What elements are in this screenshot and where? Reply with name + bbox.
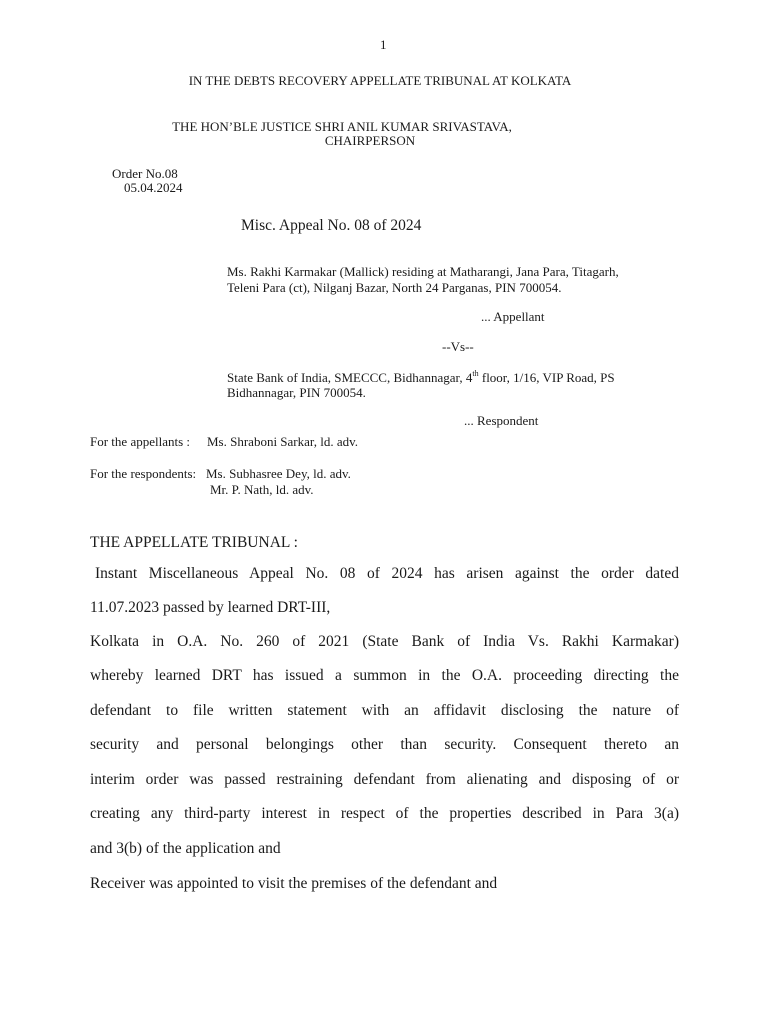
section-heading: THE APPELLATE TRIBUNAL : [90, 534, 298, 551]
order-date: 05.04.2024 [124, 180, 183, 195]
body-line: Receiver was appointed to visit the premises of the defendant and [90, 875, 498, 892]
body-line: interim order was passed restraining defendant from alienating and disposing of or [90, 771, 679, 788]
respondents-counsel-2: Mr. P. Nath, ld. adv. [210, 482, 314, 497]
page-number: 1 [380, 37, 387, 52]
body-line: creating any third-party interest in respect of the properties described in Para 3(a) [90, 805, 679, 822]
appellant-line-2: Teleni Para (ct), Nilganj Bazar, North 24 Parganas, PIN 700054. [227, 280, 562, 295]
bench-line-2: CHAIRPERSON [324, 133, 416, 148]
respondent-role: ... Respondent [464, 413, 539, 428]
appellants-counsel: Ms. Shraboni Sarkar, ld. adv. [207, 434, 359, 449]
body-line: Instant Miscellaneous Appeal No. 08 of 2024 has arisen against the order dated [95, 565, 679, 582]
body-line: Kolkata in O.A. No. 260 of 2021 (State Bank of India Vs. Rakhi Karmakar) [90, 633, 679, 650]
body-line: defendant to file written statement with an affidavit disclosing the nature of [90, 702, 679, 719]
respondent-line-2: Bidhannagar, PIN 700054. [227, 385, 366, 400]
ordinal-suffix: th [472, 369, 479, 378]
respondent-line-1a: State Bank of India, SMECCC, Bidhannagar, 4 [227, 370, 473, 385]
appellants-counsel-label: For the appellants : [90, 434, 191, 449]
body-line: security and personal belongings other than security. Consequent thereto an [90, 736, 679, 753]
tribunal-title: IN THE DEBTS RECOVERY APPELLATE TRIBUNAL AT KOLKATA [188, 73, 572, 88]
appellant-role: ... Appellant [481, 309, 545, 324]
appellant-line-1: Ms. Rakhi Karmakar (Mallick) residing at Matharangi, Jana Para, Titagarh, [227, 264, 619, 279]
order-number: Order No.08 [112, 166, 178, 181]
respondents-counsel-label: For the respondents: [90, 466, 197, 481]
versus: --Vs-- [442, 339, 474, 354]
body-line: and 3(b) of the application and [90, 840, 281, 857]
body-line: 11.07.2023 passed by learned DRT-III, [90, 599, 331, 616]
body-line: whereby learned DRT has issued a summon in the O.A. proceeding directing the [90, 667, 679, 684]
respondent-line-1 [227, 370, 615, 386]
bench-line-1: THE HON’BLE JUSTICE SHRI ANIL KUMAR SRIVASTAVA, [172, 119, 512, 134]
respondents-counsel-1: Ms. Subhasree Dey, ld. adv. [206, 466, 351, 481]
respondent-line-1b: floor, 1/16, VIP Road, PS [478, 370, 615, 385]
case-title: Misc. Appeal No. 08 of 2024 [241, 217, 422, 234]
